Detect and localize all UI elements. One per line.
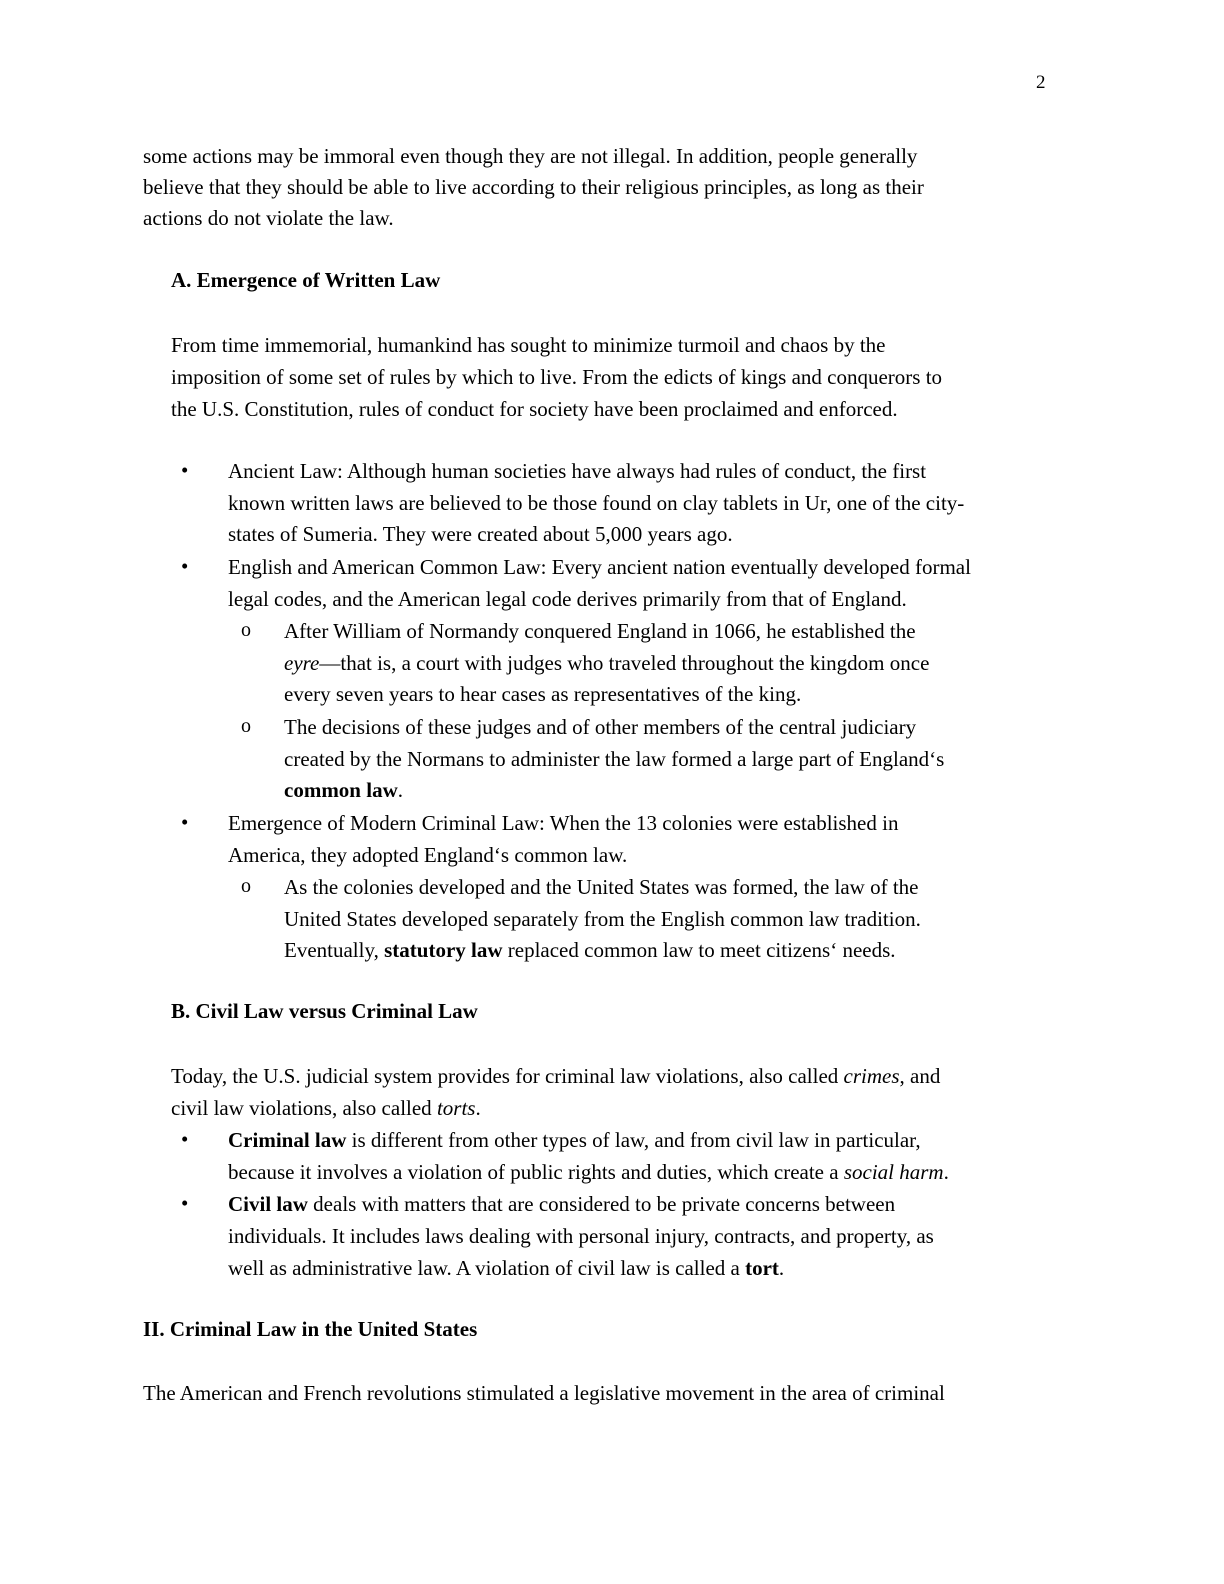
list-item-line bbox=[284, 935, 921, 967]
page-number: 2 bbox=[1036, 72, 1046, 93]
intro-line: believe that they should be able to live according to their religious principles, as long as their bbox=[143, 175, 924, 199]
text-run: . bbox=[475, 1096, 481, 1120]
paragraph-line: the U.S. Constitution, rules of conduct for society have been proclaimed and enforced. bbox=[171, 397, 898, 421]
list-item-line bbox=[284, 775, 944, 807]
text-run: is different from other types of law, and from civil law in particular, bbox=[346, 1128, 921, 1152]
paragraph-line bbox=[171, 1060, 940, 1092]
sub-item-judges bbox=[284, 712, 944, 807]
bullet-icon: • bbox=[181, 554, 189, 578]
list-item-line: individuals. It includes laws dealing with personal injury, contracts, and property, as bbox=[228, 1224, 934, 1248]
text-run: replaced common law to meet citizens‘ needs. bbox=[502, 938, 896, 962]
intro-paragraph bbox=[143, 141, 924, 234]
section-a-heading: A. Emergence of Written Law bbox=[171, 268, 441, 292]
text-run: deals with matters that are considered to be private concerns between bbox=[307, 1192, 896, 1216]
text-run: civil law violations, also called bbox=[171, 1096, 437, 1120]
list-item-line: created by the Normans to administer the law formed a large part of England‘s bbox=[284, 746, 945, 771]
text-run: Today, the U.S. judicial system provides for criminal law violations, also called bbox=[171, 1064, 844, 1088]
list-item-modern-criminal-law bbox=[228, 808, 898, 871]
bullet-icon: • bbox=[181, 458, 189, 482]
sub-item-colonies bbox=[284, 872, 921, 967]
intro-line: actions do not violate the law. bbox=[143, 206, 394, 230]
list-item-line: United States developed separately from the English common law tradition. bbox=[284, 906, 921, 931]
text-run: , and bbox=[899, 1064, 941, 1088]
sub-bullet-icon: o bbox=[241, 619, 251, 641]
list-item-line: states of Sumeria. They were created about 5,000 years ago. bbox=[228, 522, 733, 546]
section-ii-heading: II. Criminal Law in the United States bbox=[143, 1317, 478, 1341]
intro-line: some actions may be immoral even though they are not illegal. In addition, people generally bbox=[143, 144, 918, 168]
section-ii-paragraph bbox=[143, 1378, 945, 1409]
list-item-line bbox=[228, 1156, 949, 1188]
list-item-line: Ancient Law: Although human societies have always had rules of conduct, the first bbox=[228, 459, 927, 483]
list-item-line: The decisions of these judges and of other members of the central judiciary bbox=[284, 715, 917, 739]
social-harm-term: social harm bbox=[843, 1160, 944, 1184]
sub-item-william bbox=[284, 616, 929, 711]
list-item-common-law bbox=[228, 552, 971, 615]
criminal-law-term: Criminal law bbox=[228, 1128, 347, 1152]
sub-bullet-icon: o bbox=[241, 715, 251, 737]
text-run: . bbox=[397, 778, 403, 802]
list-item-line: known written laws are believed to be those found on clay tablets in Ur, one of the city- bbox=[228, 490, 965, 515]
list-item-civil-law bbox=[228, 1188, 934, 1284]
eyre-term: eyre bbox=[284, 650, 320, 675]
tort-term: tort bbox=[745, 1256, 779, 1280]
sub-bullet-icon: o bbox=[241, 875, 251, 897]
text-run: —that is, a court with judges who traveled throughout the kingdom once bbox=[319, 650, 930, 675]
section-a-paragraph bbox=[171, 329, 942, 425]
statutory-law-term: statutory law bbox=[384, 938, 503, 962]
list-item-line: every seven years to hear cases as representatives of the king. bbox=[284, 682, 802, 706]
list-item-criminal-law bbox=[228, 1124, 949, 1188]
bullet-icon: • bbox=[181, 1127, 189, 1151]
list-item-line bbox=[228, 1252, 934, 1284]
list-item-line bbox=[228, 1188, 934, 1220]
bullet-icon: • bbox=[181, 1191, 189, 1215]
paragraph-line bbox=[171, 1092, 940, 1124]
section-b-paragraph bbox=[171, 1060, 940, 1124]
torts-term: torts bbox=[436, 1096, 476, 1120]
list-item-line bbox=[284, 648, 929, 680]
paragraph-line: imposition of some set of rules by which to live. From the edicts of kings and conquerors to bbox=[171, 365, 943, 389]
list-item-line: legal codes, and the American legal code derives primarily from that of England. bbox=[228, 586, 907, 611]
list-item-line: After William of Normandy conquered England in 1066, he established the bbox=[284, 619, 916, 643]
common-law-term: common law bbox=[284, 778, 398, 802]
paragraph-line: From time immemorial, humankind has sought to minimize turmoil and chaos by the bbox=[171, 333, 886, 357]
list-item-ancient-law bbox=[228, 456, 964, 551]
list-item-line: English and American Common Law: Every ancient nation eventually developed formal bbox=[228, 555, 971, 579]
list-item-line bbox=[228, 1124, 949, 1156]
section-b-heading: B. Civil Law versus Criminal Law bbox=[171, 999, 478, 1023]
civil-law-term: Civil law bbox=[228, 1192, 308, 1216]
text-run: . bbox=[778, 1256, 785, 1280]
text-run: Eventually, bbox=[284, 938, 385, 962]
list-item-line: Emergence of Modern Criminal Law: When the 13 colonies were established in bbox=[228, 811, 899, 835]
list-item-line: As the colonies developed and the United States was formed, the law of the bbox=[284, 875, 919, 899]
text-run: because it involves a violation of public rights and duties, which create a bbox=[228, 1160, 844, 1184]
bullet-icon: • bbox=[181, 810, 189, 834]
text-run: . bbox=[943, 1160, 949, 1184]
paragraph-line: The American and French revolutions stimulated a legislative movement in the area of criminal bbox=[143, 1381, 945, 1405]
text-run: well as administrative law. A violation of civil law is called a bbox=[228, 1256, 746, 1280]
list-item-line: America, they adopted England‘s common law. bbox=[228, 842, 628, 867]
crimes-term: crimes bbox=[843, 1064, 900, 1088]
